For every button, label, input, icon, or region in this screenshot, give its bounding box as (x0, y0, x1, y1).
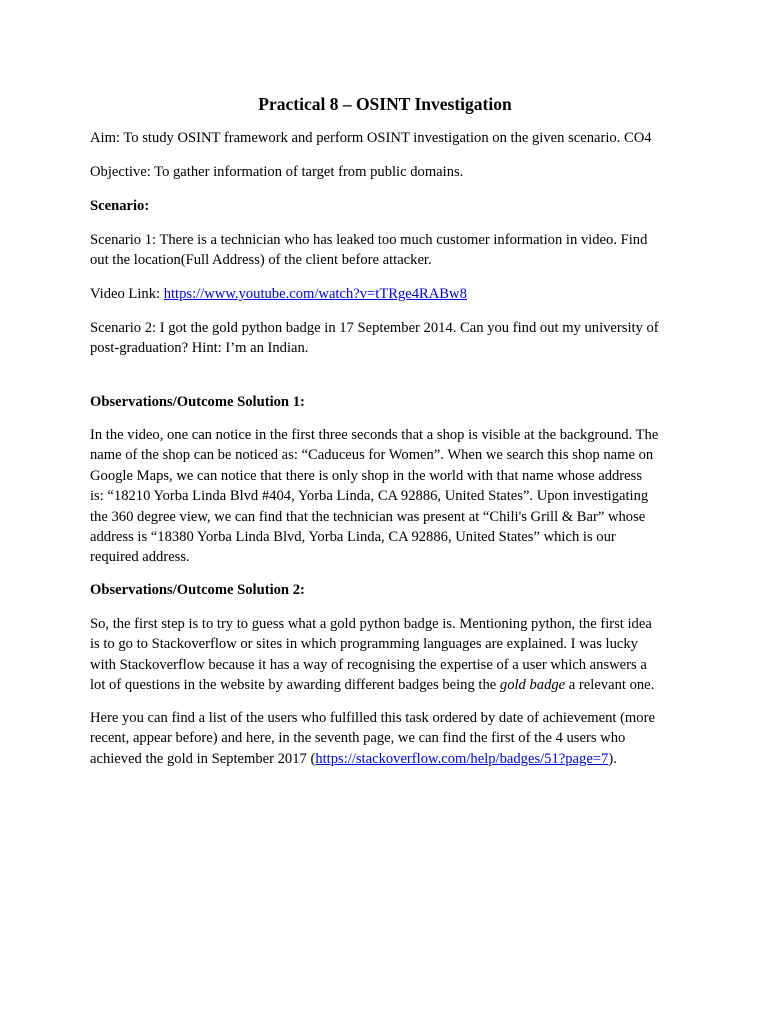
solution2-line: recent, appear before) and here, in the seventh page, we can find the first of the 4 users who (90, 730, 626, 747)
scenario2-paragraph (90, 318, 680, 359)
solution2-text: lot of questions in the website by awarding different badges being the (90, 677, 500, 694)
video-link-paragraph (90, 284, 680, 304)
objective-paragraph: Objective: To gather information of target from public domains. (90, 164, 464, 180)
solution2-heading: Observations/Outcome Solution 2: (90, 582, 305, 598)
solution1-line: address is “18380 Yorba Linda Blvd, Yorba Linda, CA 92886, United States” which is our (90, 529, 616, 546)
solution1-line: the 360 degree view, we can find that the technician was present at “Chili's Grill & Bar” whose (90, 508, 646, 525)
solution2-line: with Stackoverflow because it has a way of recognising the expertise of a user which answers a (90, 656, 647, 673)
stackoverflow-link[interactable]: https://stackoverflow.com/help/badges/51?page=7 (315, 750, 609, 767)
solution1-line: In the video, one can notice in the first three seconds that a shop is visible at the background. The (90, 427, 659, 443)
solution2-text: achieved the gold in September 2017 ( (90, 750, 316, 767)
solution2-line: is to go to Stackoverflow or sites in which programming languages are explained. I was lucky (90, 636, 638, 653)
solution1-paragraph (90, 425, 680, 568)
solution2-text: a relevant one. (565, 677, 655, 694)
solution1-line: required address. (90, 549, 190, 566)
scenario-heading: Scenario: (90, 198, 150, 214)
solution2-line: Here you can find a list of the users who fulfilled this task ordered by date of achievement (more (90, 710, 655, 726)
solution2-paragraph-1 (90, 614, 680, 696)
solution2-paragraph-2 (90, 708, 680, 769)
gold-badge-emphasis: gold badge (499, 677, 566, 694)
scenario1-line: out the location(Full Address) of the client before attacker. (90, 252, 432, 269)
video-link-label: Video Link: (90, 286, 164, 302)
scenario1-paragraph (90, 230, 680, 271)
scenario2-line: post-graduation? Hint: I’m an Indian. (90, 340, 309, 357)
solution1-line: is: “18210 Yorba Linda Blvd #404, Yorba Linda, CA 92886, United States”. Upon investigating (90, 488, 649, 505)
solution2-line: So, the first step is to try to guess what a gold python badge is. Mentioning python, the first idea (90, 616, 652, 632)
scenario1-line: Scenario 1: There is a technician who has leaked too much customer information in video. Find (90, 232, 648, 248)
aim-paragraph: Aim: To study OSINT framework and perform OSINT investigation on the given scenario. CO4 (90, 130, 652, 146)
solution1-line: name of the shop can be noticed as: “Caduceus for Women”. When we search this shop name on (90, 447, 654, 464)
solution1-line: Google Maps, we can notice that there is only shop in the world with that name whose address (90, 467, 643, 484)
solution2-line (90, 749, 680, 769)
scenario2-line: Scenario 2: I got the gold python badge in 17 September 2014. Can you find out my university of (90, 320, 659, 336)
video-link[interactable]: https://www.youtube.com/watch?v=tTRge4RABw8 (163, 286, 467, 302)
solution2-text: ). (608, 750, 617, 767)
solution1-heading: Observations/Outcome Solution 1: (90, 394, 305, 410)
page-title: Practical 8 – OSINT Investigation (258, 94, 512, 114)
solution2-line (90, 675, 680, 695)
